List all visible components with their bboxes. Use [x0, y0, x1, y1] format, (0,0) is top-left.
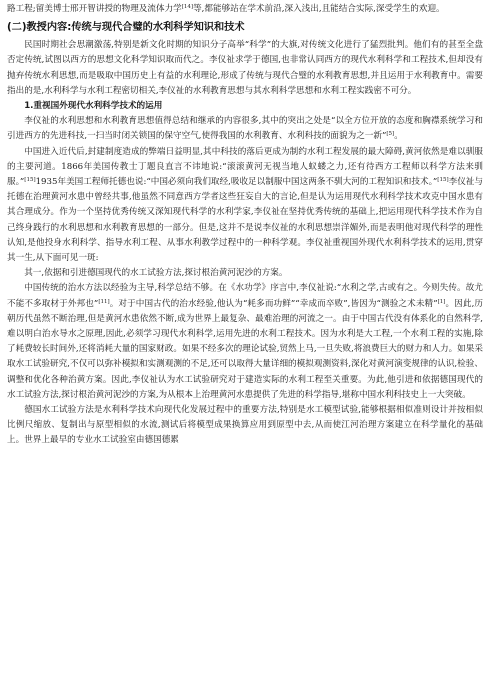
- sub-heading: 1.重视国外现代水利科学技术的运用: [24, 101, 163, 112]
- paragraph-continuation: [7, 2, 483, 17]
- citation-ref: [1]: [437, 298, 446, 305]
- paragraph: [7, 281, 483, 403]
- paragraph: 德国水工试验方法是水利科学技术向现代化发展过程中的重要方法,特别是水工模型试验,能够根据相似准则设计并按相似比例尺缩放、复制出与原型相似的水流,测试后将模型成果换算应用到原型中去,从而使江河治理方案建立在科学量化的基础上。世界上最早的专业水工试验室由德国德累: [7, 405, 483, 446]
- paragraph: [7, 114, 483, 144]
- paragraph-text: 李仪祉与托德在治理黄河水患中曾经共事,他虽然不同意西方学者这些狂妄自大的言论,但是认为运用现代水利科学技术攻克中国水患有其合理成分。作为一个坚持优秀传统又深知现代科学的水利学家,李仪祉在坚持优秀传统的基础上,把运用现代科学技术作为自己终身践行的水利思想和水利教育思想的一部分。但是,这并不是说李仪祉的水利思想崇洋媚外,而是表明他对现代科学的理性认知,是他投身水利科学、指导水利工程、从事水利教学过程中的一种科学观。李仪祉重视国外现代水利科学技术的运用,贯穿其一生,从下面可见一斑:: [7, 177, 483, 264]
- paragraph-text: 中国传统的治水方法以经验为主导,科学总结不够。在《水功学》序言中,李仪祉说:“水利之学,古或有之。今则失传。故尤不能不多取材于外邦也”: [7, 283, 483, 309]
- paragraph-text: 1935年美国工程师托德也说:“中国必须向我们取经,吸收足以制服中国这两条不驯大河的工程知识和技术。”: [35, 177, 438, 188]
- paragraph: [7, 145, 483, 267]
- paragraph-text: 中国进入近代后,封建制度造成的弊端日益明显,其中科技的落后更成为制约水利工程发展的最大障碍,黄河依然是难以驯服的主要河道。1866年美国传教士丁题良直言不讳地说:“滚滚黄河无视当地人蚁蝼之力,还有待西方工程师以科学方法来驯服。”: [7, 146, 483, 188]
- citation-ref: [14]: [181, 4, 194, 10]
- paragraph-text: 李仪祉的水利思想和水利教育思想值得总结和继承的内容很多,其中的突出之处是“以全方位开放的态度和胸襟系统学习和引进西方的先进科技,一扫当时闭关锁国的保守空气,使得我国的水利教育、水利科技的面貌为之一新”: [7, 116, 483, 142]
- citation-ref: [15]: [437, 177, 449, 184]
- paragraph-text: 。因此,历朝历代虽然不断治理,但是黄河水患依然不断,成为世界上最复杂、最难治理的河流之一。由于中国古代没有体系化的自然科学,难以明白治水导水之原理,因此,必须学习现代水利科学,运用先进的水利工程技术。因为水利是大工程,一个水利工程的实施,除了耗费较长时间外,还将消耗大量的国家财政。如果不经多次的理论试验,贸然上马,一旦失败,将浪费巨大的财力和人力。如果采取水工试验研究,不仅可以弥补模拟和实测观测的不足,还可以取得大量详细的模拟观测资料,深化对黄河演变规律的认识,检验、调整和优化各种治黄方案。因此,李仪祉认为水工试验研究对于建造实际的水利工程至关重要。为此,他引进和依据德国现代的水工试验方法,探讨根治黄河泥沙的方案,为从根本上治理黄河水患提供了先进的科学指导,堪称中国水利科技史上一大突破。: [7, 298, 483, 400]
- citation-ref: [11]: [98, 298, 110, 305]
- paragraph-text: 等,都能够站在学术前沿,深入浅出,且能结合实际,深受学生的欢迎。: [193, 4, 445, 14]
- paragraph-text: 。对于中国古代的治水经验,他认为“耗多而功鲜”“幸成而卒败”,皆因为“测验之术未精”: [109, 298, 438, 309]
- section-heading: (二)教授内容:传统与现代合璧的水利科学知识和技术: [7, 22, 245, 34]
- paragraph-text: 路工程;留美博士邢开智讲授的物理及流体力学: [7, 4, 182, 14]
- paragraph: 民国时期社会思潮激荡,特别是新文化时期的知识分子高举“科学”的大旗,对传统文化进行了猛烈批判。他们有的甚至全盘否定传统,试图以西方的思想文化科学知识取而代之。李仪祉求学于德国,也非常认同西方的现代水利科学和工程技术,但却没有抛弃传统水利思想,而是吸取中国历史上有益的水利理论,形成了传统与现代合璧的水利教育思想,并且运用于水利教育中。需要指出的是,水利科学与水利工程密切相关,李仪祉的水利教育思想与其水利科学思想和水利工程实践密不可分。: [7, 40, 483, 96]
- paragraph: 其一,依据和引进德国现代的水工试验方法,探讨根治黄河泥沙的方案。: [24, 268, 288, 279]
- citation-ref: [15]: [24, 177, 36, 184]
- citation-ref: [5]: [386, 131, 395, 138]
- paragraph-text: 。: [394, 131, 403, 142]
